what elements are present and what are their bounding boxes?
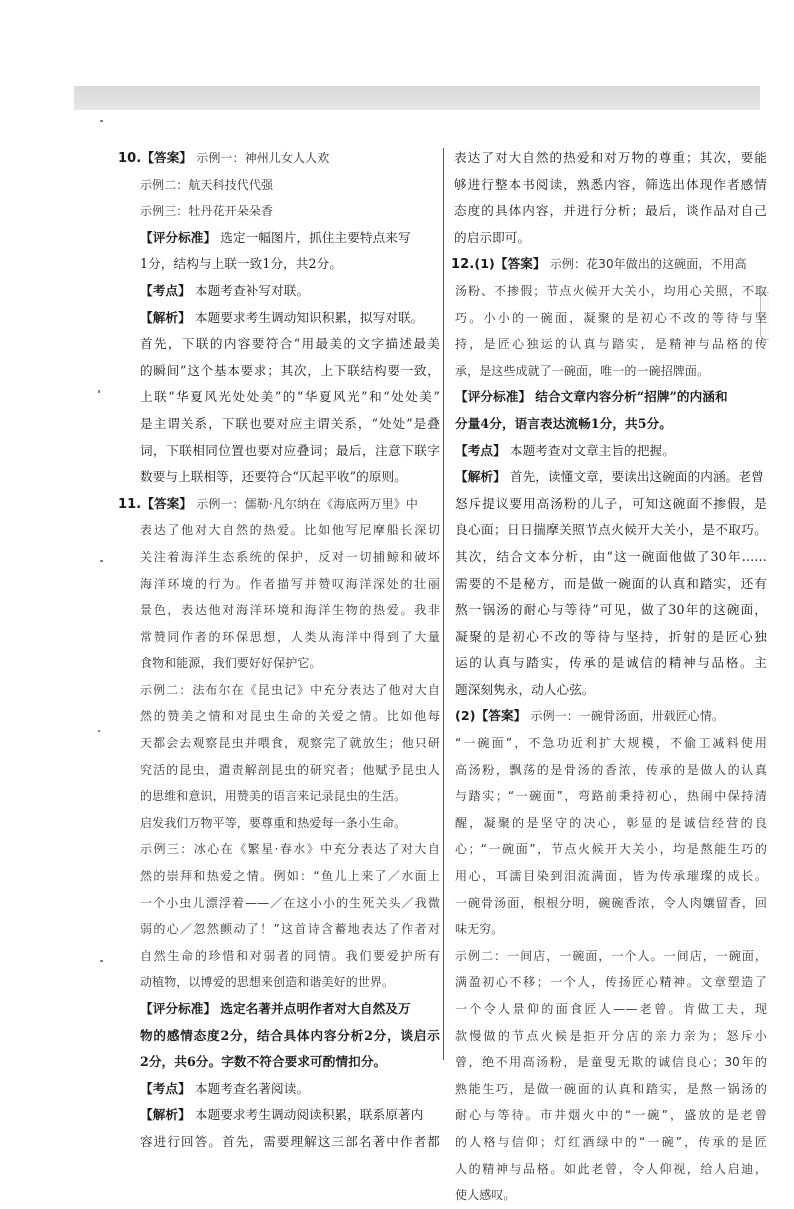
answer-text: 醒，凝聚的是坚守的决心，彰显的是诚信经营的良 <box>455 815 767 830</box>
left-column <box>118 145 440 1156</box>
analysis-tag: 【解析】 <box>455 469 506 485</box>
topic-text: 本题考查补写对联。 <box>194 282 310 298</box>
answer-text: 示例二：法布尔在《昆虫记》中充分表达了他对大自 <box>140 682 440 697</box>
analysis-tag: 【解析】 <box>140 309 191 325</box>
answer-text: 常赞同作者的环保思想，人类从海洋中得到了大量 <box>140 629 440 644</box>
answer-tag: 【答案】 <box>141 495 193 511</box>
analysis-text: 其次，结合文本分析，由“这一碗面他做了30年…… <box>455 548 767 564</box>
topic-text: 本题考查名著阅读。 <box>194 1080 310 1096</box>
part-label: (2) <box>455 708 476 724</box>
analysis-text: 良心面；日日揣摩关照节点火候开大关小，是不取巧。 <box>455 522 767 538</box>
answer-text: 满盈初心不移；一个人，传扬匠心精神。文章塑造了 <box>455 975 767 990</box>
scoring-text: 选定一幅图片，抓住主要特点来写 <box>220 229 411 245</box>
answer-text: 曾，绝不用高汤粉，是童叟无欺的诚信良心；30年的 <box>455 1055 767 1070</box>
analysis-text: 数要与上联相等，还要符合“仄起平收”的原则。 <box>140 469 407 485</box>
analysis-text: 够进行整本书阅读，熟悉内容，筛选出体现作者感情 <box>454 176 767 192</box>
answer-text: 汤粉、不掺假；节点火候开大关小，均用心关照，不取 <box>455 283 767 298</box>
analysis-text: 本题要求考生调动阅读积累，联系原著内 <box>194 1107 424 1123</box>
answer-text: 用心，耳濡目染到泪流满面，皆为传承璀璨的成长。 <box>455 869 767 884</box>
analysis-text: 熬一锅汤的耐心与等待”可见，做了30年的这碗面， <box>455 602 767 618</box>
answer-text: 的人格与信仰；灯红酒绿中的“一碗”，传承的是匠 <box>455 1134 767 1149</box>
margin-mark <box>100 560 103 562</box>
answer-text: 然的赞美之情和对昆虫生命的关爱之情。比如他每 <box>140 709 440 724</box>
scoring-tag: 【评分标准】 <box>140 1001 217 1016</box>
answer-text: 示例三：牡丹花开朵朵香 <box>140 204 274 219</box>
q12-number: 12. <box>451 257 475 273</box>
answer-text: 示例二：一间店，一碗面，一个人。一间店，一碗面， <box>455 948 767 963</box>
scoring-text: 1分，结构与上联一致1分，共2分。 <box>140 256 343 272</box>
scoring-text: 结合文章内容分析“招牌”的内涵和 <box>535 389 728 405</box>
analysis-text: 首先，下联的内容要符合“用最美的文字描述最美 <box>140 336 440 352</box>
answer-text: 人的精神与品格。如此老曾，令人仰视，给人启迪， <box>455 1161 767 1176</box>
analysis-text: 的启示即可。 <box>454 229 531 245</box>
answer-text: 承，是这些成就了一碗面，唯一的一碗招牌面。 <box>455 363 710 378</box>
q10-answer <box>118 145 440 172</box>
analysis-text: 凝聚的是初心不改的等待与坚持，折射的是匠心独 <box>455 628 767 644</box>
answer-text: “一碗面”，不急功近利扩大规模，不偷工减料使用 <box>455 736 767 751</box>
answer-text: 关注着海洋生态系统的保护，反对一切捕鲸和破坏 <box>140 549 440 564</box>
analysis-text: 是主谓关系，下联也要对应主谓关系，“处处”是叠 <box>140 415 440 431</box>
answer-text: 示例一：儒勒·凡尔纳在《海底两万里》中 <box>196 496 418 511</box>
scoring-tag: 【评分标准】 <box>455 389 532 405</box>
margin-mark <box>100 120 103 122</box>
answer-text: 巧。小小的一碗面，凝聚的是初心不改的等待与坚 <box>455 310 767 325</box>
scoring-tag: 【评分标准】 <box>140 229 217 245</box>
right-column <box>451 145 767 1209</box>
answer-text: 与踏实；“一碗面”，弯路前秉持初心，热闹中保持清 <box>455 789 767 804</box>
answer-text: 示例二：航天科技代代强 <box>140 177 274 192</box>
margin-mark <box>100 960 103 962</box>
margin-mark <box>98 730 100 732</box>
analysis-text: 上联“华夏风光处处美”的“华夏风光”和“处处美” <box>140 389 440 405</box>
part-label: (1) <box>474 256 495 272</box>
answer-text: 示例一：神州儿女人人欢 <box>196 151 330 165</box>
answer-text: 示例三：冰心在《繁星·春水》中充分表达了对大自 <box>140 842 440 857</box>
scoring-text: 物的感情态度2分，结合具体内容分析2分，谈启示 <box>140 1027 440 1043</box>
scoring-text: 分量4分，语言表达流畅1分，共5分。 <box>455 415 672 431</box>
column-divider <box>443 148 444 1060</box>
answer-text: 究活的昆虫，遣责解剖昆虫的研究者；他赋予昆虫人 <box>140 762 440 777</box>
topic-tag: 【考点】 <box>140 1080 191 1096</box>
answer-text: 使人感叹。 <box>455 1188 516 1203</box>
topic-tag: 【考点】 <box>140 282 191 298</box>
analysis-text: 表达了对大自然的热爱和对万物的尊重；其次，要能 <box>454 150 767 165</box>
answer-text: 一个令人景仰的面食匠人——老曾。肯做工夫，现 <box>455 1002 767 1016</box>
answer-text: 弱的心／忽然颤动了！”这首诗含蓄地表达了作者对 <box>140 922 440 937</box>
analysis-text: 的瞬间”这个基本要求；其次，上下联结构要一致， <box>140 362 440 378</box>
answer-text: 一个小虫儿漂浮着——／在这小小的生死关头／我微 <box>140 895 440 910</box>
header-band <box>74 86 760 110</box>
answer-text: 自然生命的珍惜和对弱者的同情。我们要爱护所有 <box>140 948 440 963</box>
answer-text: 表达了他对大自然的热爱。比如他写尼摩船长深切 <box>140 523 440 538</box>
answer-text: 味无穷。 <box>455 922 504 937</box>
answer-text: 启发我们万物平等，要尊重和热爱每一条小生命。 <box>140 815 407 830</box>
analysis-text: 需要的不是秘方，而是做一碗面的认真和踏实，还有 <box>455 575 767 591</box>
answer-text: 天都会去观察昆虫并喂食，观察完了就放生；他只研 <box>140 736 440 751</box>
answer-tag: 【答案】 <box>494 256 546 272</box>
scoring-text: 2分，共6分。字数不符合要求可酌情扣分。 <box>140 1054 387 1070</box>
answer-text: 耐心与等待。市井烟火中的“一碗”，盛放的是老曾 <box>455 1108 767 1123</box>
answer-text: 熟能生巧，是做一碗面的认真和踏实，是熬一锅汤的 <box>455 1081 767 1096</box>
topic-tag: 【考点】 <box>455 442 506 458</box>
q10-number: 10. <box>118 151 142 166</box>
analysis-text: 态度的具体内容，并进行分析；最后，谈作品对自己 <box>454 203 767 219</box>
answer-text: 食物和能源，我们要好好保护它。 <box>140 656 322 671</box>
answer-text: 款慢做的节点火候是拒开分店的亲力亲为；怒斥小 <box>455 1028 767 1043</box>
answer-text: 示例：花30年做出的这碗面，不用高 <box>549 257 747 272</box>
analysis-text: 词，下联相同位置也要对应叠词；最后，注意下联字 <box>140 442 440 458</box>
answer-text: 然的崇拜和热爱之情。例如：“鱼儿上来了／水面上 <box>140 869 440 884</box>
scoring-text: 选定名著并点明作者对大自然及万 <box>220 1001 411 1016</box>
answer-text: 景色，表达他对海洋环境和海洋生物的热爱。我非 <box>140 603 440 618</box>
answer-text: 一碗骨汤面，根根分明，碗碗香浓，令人肉孃留香，回 <box>455 895 767 910</box>
answer-tag: 【答案】 <box>475 708 527 724</box>
analysis-text: 首先，读懂文章，要读出这碗面的内涵。老曾 <box>509 469 764 485</box>
answer-text: 持，是匠心独运的认真与踏实，是精神与品格的传 <box>455 337 767 352</box>
analysis-text: 容进行回答。首先，需要理解这三部名著中作者都 <box>140 1133 440 1149</box>
analysis-tag: 【解析】 <box>140 1107 191 1123</box>
analysis-text: 本题要求考生调动知识积累，拟写对联。 <box>194 309 424 325</box>
answer-text: 的思维和意识，用赞美的语言来记录昆虫的生活。 <box>140 789 407 804</box>
topic-text: 本题考查对文章主旨的把握。 <box>509 442 675 458</box>
analysis-text: 题深刻隽永，动人心弦。 <box>455 681 595 697</box>
answer-text: 动植物，以博爱的思想来创造和谐美好的世界。 <box>140 975 395 990</box>
margin-mark <box>98 390 100 393</box>
analysis-text: 运的认真与踏实，传承的是诚信的精神与品格。主 <box>455 655 767 671</box>
q11-number: 11. <box>118 496 142 512</box>
analysis-text: 怒斥提议要用高汤粉的儿子，可知这碗面不掺假，是 <box>455 495 767 511</box>
answer-text: 高汤粉，飘荡的是骨汤的香浓，传承的是做人的认真 <box>455 762 767 777</box>
answer-text: 海洋环境的行为。作者描写并赞叹海洋深处的壮丽 <box>140 576 440 591</box>
answer-text: 心；“一碗面”，节点火候开大关小，均是熬能生巧的 <box>455 842 767 857</box>
answer-tag: 【答案】 <box>141 150 193 165</box>
answer-text: 示例一：一碗骨汤面，卅载匠心情。 <box>530 709 725 724</box>
